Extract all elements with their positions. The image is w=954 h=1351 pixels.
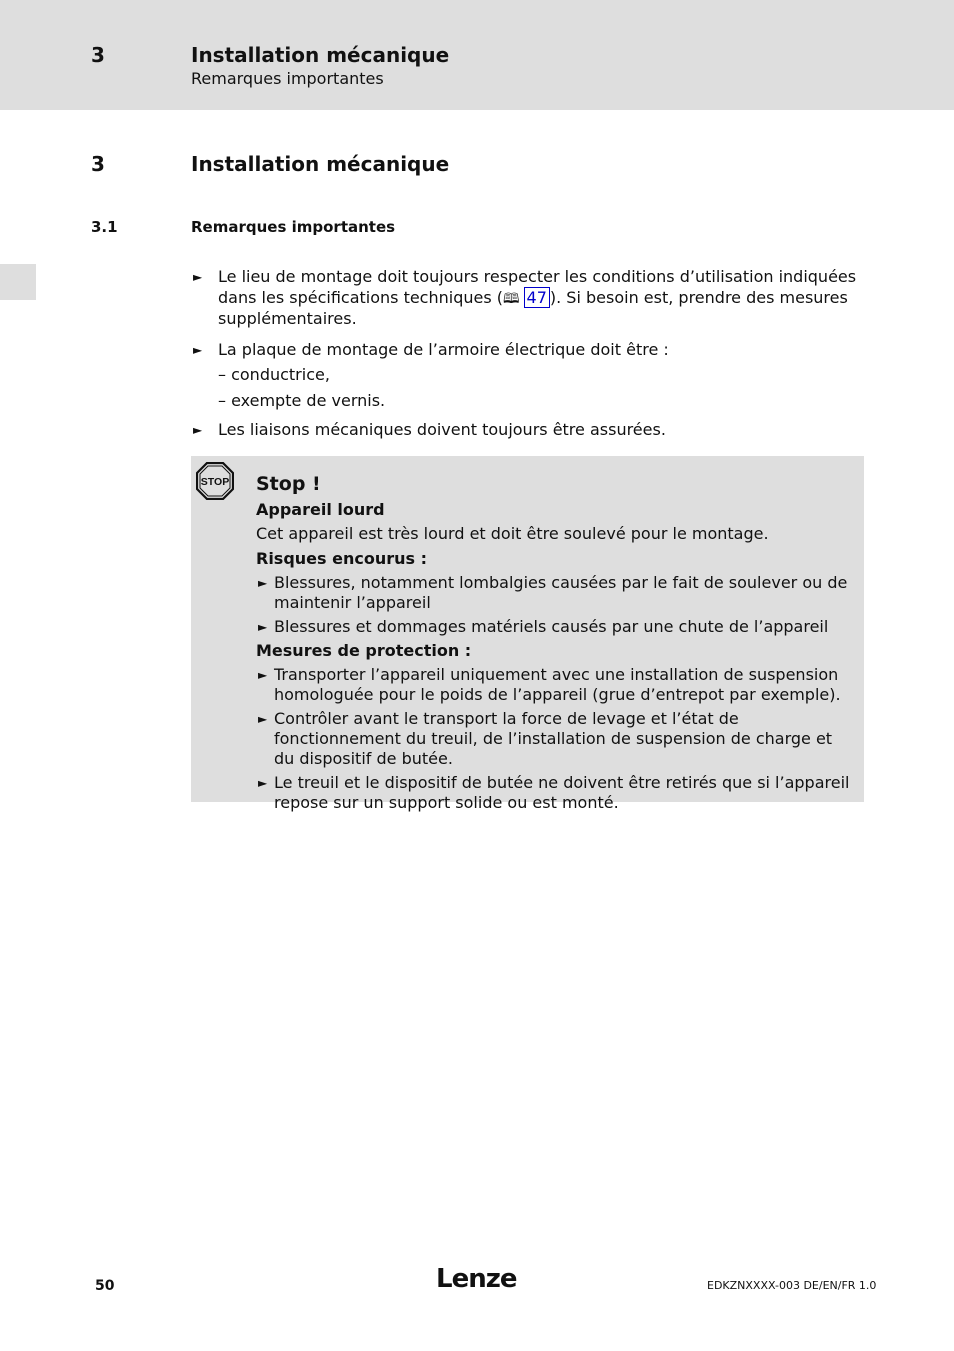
measure-text: Contrôler avant le transport la force de levage et l’état de fonctionnement du treuil, de l’installation de suspension de charge et du dispositif de butée. bbox=[274, 709, 833, 768]
bullet-text: Le lieu de montage doit toujours respecter les conditions d’utilisation indiquées dans les spécifications techniques ( bbox=[218, 267, 857, 307]
dash-item: – exempte de vernis. bbox=[218, 390, 386, 410]
measure-item bbox=[256, 709, 856, 769]
stop-sign-label: STOP bbox=[200, 476, 230, 488]
risk-item bbox=[256, 573, 856, 613]
stop-warning-box bbox=[191, 456, 864, 812]
bullet-list bbox=[191, 267, 861, 441]
measure-text: Le treuil et le dispositif de butée ne doivent être retirés que si l’appareil repose sur un support solide ou est monté. bbox=[274, 773, 850, 812]
bullet-text: La plaque de montage de l’armoire électrique doit être : bbox=[218, 339, 669, 359]
bullet-item bbox=[191, 267, 861, 330]
triangle-bullet-icon: ► bbox=[193, 342, 203, 357]
risk-text: Blessures et dommages matériels causés par une chute de l’appareil bbox=[274, 617, 829, 636]
header-chapter-number: 3 bbox=[91, 43, 105, 67]
book-icon: 🕮 bbox=[503, 290, 520, 307]
stop-content bbox=[256, 472, 856, 817]
page-reference-link[interactable]: 47 bbox=[524, 287, 550, 308]
header-band bbox=[0, 0, 954, 110]
triangle-bullet-icon: ► bbox=[258, 668, 268, 682]
measure-item bbox=[256, 665, 856, 705]
triangle-bullet-icon: ► bbox=[193, 270, 203, 284]
dash-item: – conductrice, bbox=[218, 365, 330, 384]
triangle-bullet-icon: ► bbox=[258, 620, 268, 634]
risk-item bbox=[256, 617, 856, 637]
measure-text: Transporter l’appareil uniquement avec une installation de suspension homologuée pour le poids de l’appareil (grue d’entrepot par exemple). bbox=[274, 665, 841, 704]
measure-item bbox=[256, 773, 856, 813]
document-code: EDKZNXXXX-003 DE/EN/FR 1.0 bbox=[707, 1279, 877, 1292]
triangle-bullet-icon: ► bbox=[193, 423, 203, 437]
bullet-text: Les liaisons mécaniques doivent toujours être assurées. bbox=[218, 420, 666, 439]
risk-text: Blessures, notamment lombalgies causées par le fait de soulever ou de maintenir l’appareil bbox=[274, 573, 848, 612]
heading2-title: Remarques importantes bbox=[191, 218, 396, 236]
heading1-title: Installation mécanique bbox=[191, 152, 450, 176]
measures-label: Mesures de protection : bbox=[256, 641, 472, 660]
header-section-subtitle: Remarques importantes bbox=[191, 69, 384, 88]
stop-description: Cet appareil est très lourd et doit être soulevé pour le montage. bbox=[256, 524, 769, 543]
bullet-text-continued: ). Si besoin est, prendre des mesures supplémentaires. bbox=[218, 287, 848, 328]
stop-title: Stop ! bbox=[256, 473, 321, 495]
bullet-item bbox=[191, 340, 861, 361]
heading2-number: 3.1 bbox=[91, 218, 118, 236]
stop-sign-icon bbox=[196, 462, 234, 500]
triangle-bullet-icon: ► bbox=[258, 712, 268, 726]
page-number: 50 bbox=[95, 1278, 115, 1294]
triangle-bullet-icon: ► bbox=[258, 776, 268, 790]
lenze-logo: Lenze bbox=[436, 1264, 517, 1294]
heading1-number: 3 bbox=[91, 152, 105, 176]
bullet-item bbox=[191, 420, 861, 441]
risks-label: Risques encourus : bbox=[256, 549, 427, 568]
triangle-bullet-icon: ► bbox=[258, 576, 268, 590]
stop-subtitle: Appareil lourd bbox=[256, 500, 385, 519]
header-chapter-title: Installation mécanique bbox=[191, 43, 450, 67]
chapter-side-tab bbox=[0, 264, 36, 300]
